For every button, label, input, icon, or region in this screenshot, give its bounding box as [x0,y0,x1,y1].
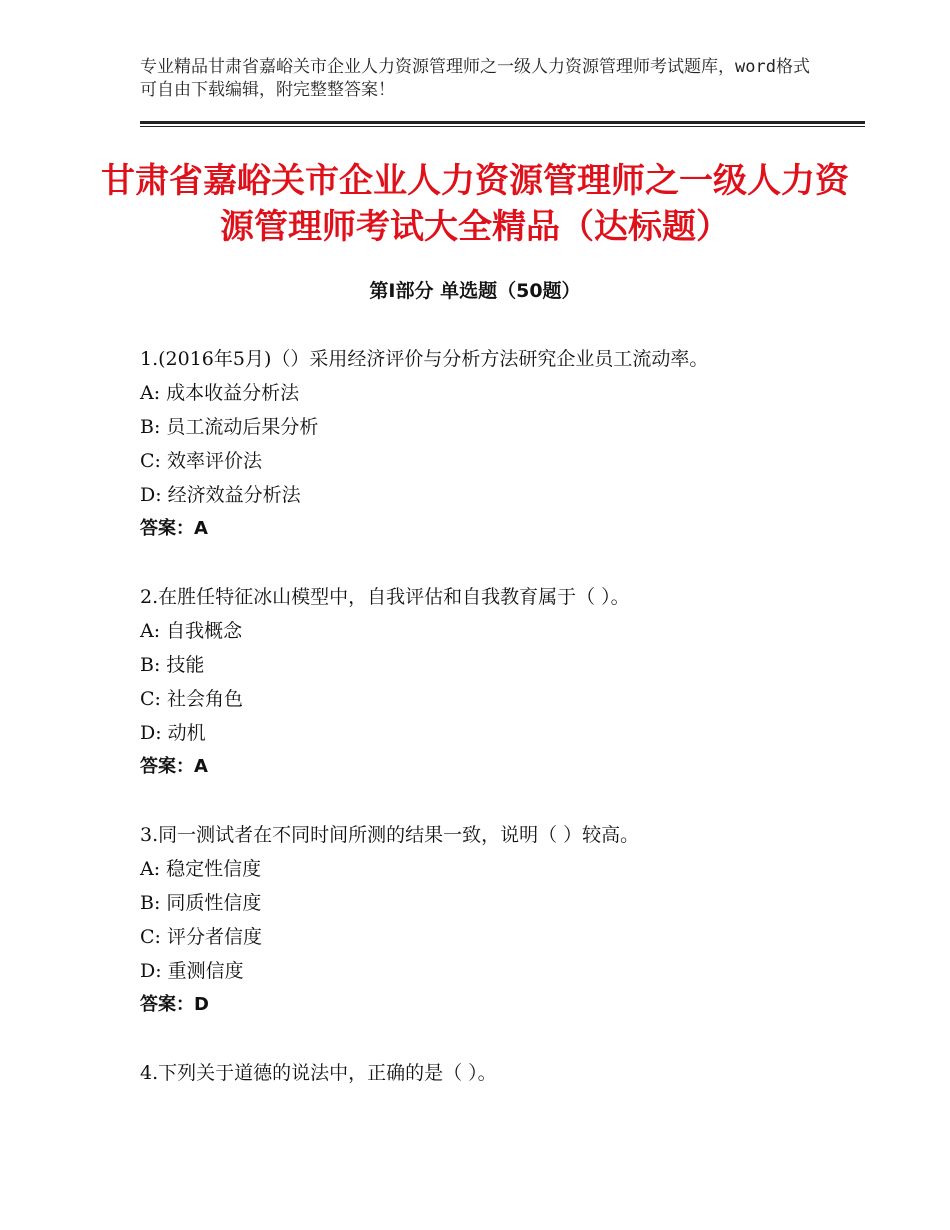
question-list [140,342,860,1124]
option-c: C: 社会角色 [140,688,243,710]
option-d: D: 重测信度 [140,960,244,982]
option-b: B: 技能 [140,654,205,676]
question-4 [140,1056,860,1090]
header-note: 专业精品甘肃省嘉峪关市企业人力资源管理师之一级人力资源管理师考试题库，word格式可自由下载编辑，附完整整答案！ [140,57,810,100]
option-b: B: 员工流动后果分析 [140,416,319,438]
question-stem: 4.下列关于道德的说法中，正确的是（ ）。 [140,1062,497,1084]
option-d: D: 动机 [140,722,206,744]
answer: 答案：A [140,518,208,539]
option-d: D: 经济效益分析法 [140,484,301,506]
question-stem: 3.同一测试者在不同时间所测的结果一致，说明（ ）较高。 [140,824,640,846]
option-a: A: 稳定性信度 [140,858,262,880]
document-title: 甘肃省嘉峪关市企业人力资源管理师之一级人力资源管理师考试大全精品（达标题） [101,161,849,247]
question-stem: 1.(2016年5月)（）采用经济评价与分析方法研究企业员工流动率。 [140,348,709,370]
section-heading: 第Ⅰ部分 单选题（50题） [369,280,581,302]
header-rule-thin [140,126,865,127]
option-b: B: 同质性信度 [140,892,262,914]
answer: 答案：D [140,994,209,1015]
option-a: A: 自我概念 [140,620,243,642]
question-3 [140,818,860,1022]
option-c: C: 评分者信度 [140,926,262,948]
option-a: A: 成本收益分析法 [140,382,300,404]
question-stem: 2.在胜任特征冰山模型中，自我评估和自我教育属于（ ）。 [140,586,630,608]
header-rule-thick [140,121,865,124]
option-c: C: 效率评价法 [140,450,262,472]
question-2 [140,580,860,784]
answer: 答案：A [140,756,208,777]
question-1 [140,342,860,546]
